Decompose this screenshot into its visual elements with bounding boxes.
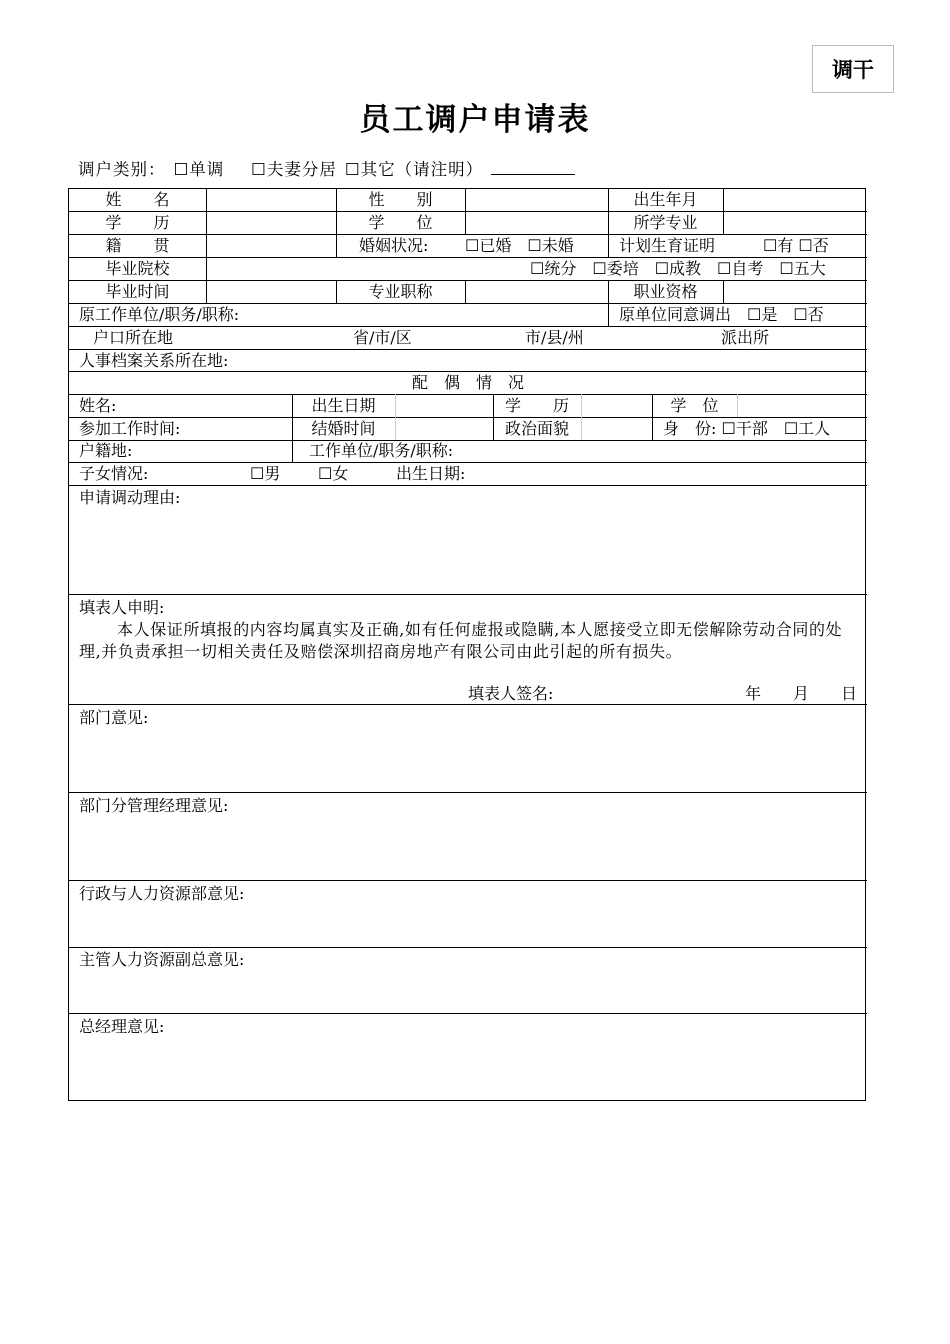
label-spouse-work-unit: 工作单位/职务/职称: bbox=[309, 441, 454, 460]
category-label: 调户类别： bbox=[78, 160, 166, 179]
col-divider bbox=[292, 440, 293, 462]
label-birth-date: 出生年月 bbox=[633, 190, 698, 209]
label-marital-status: 婚姻状况: bbox=[359, 236, 429, 255]
transfer-category bbox=[78, 156, 583, 180]
row-divider bbox=[69, 594, 867, 595]
label-spouse-degree: 学 位 bbox=[670, 396, 719, 415]
label-spouse-birth: 出生日期 bbox=[311, 396, 376, 415]
row-divider bbox=[69, 485, 867, 486]
label-personnel-archive: 人事档案关系所在地: bbox=[79, 351, 229, 370]
label-gender: 性 别 bbox=[368, 190, 433, 209]
spouse-identity-checkboxes[interactable]: 身 份: ☐干部 ☐工人 bbox=[663, 419, 831, 438]
row-divider bbox=[69, 462, 867, 463]
label-qualification: 职业资格 bbox=[633, 282, 698, 301]
col-divider bbox=[723, 189, 724, 234]
label-graduation-school: 毕业院校 bbox=[105, 259, 170, 278]
row-divider bbox=[69, 704, 867, 705]
label-dept-manager-opinion: 部门分管理经理意见: bbox=[79, 796, 229, 815]
col-divider bbox=[723, 280, 724, 303]
label-hr-vp-opinion: 主管人力资源副总意见: bbox=[79, 950, 245, 969]
col-divider bbox=[395, 394, 396, 440]
label-major: 所学专业 bbox=[633, 213, 698, 232]
label-family-planning: 计划生育证明 bbox=[619, 236, 716, 255]
category-couple-checkbox[interactable]: ☐夫妻分居 bbox=[251, 160, 337, 179]
label-original-unit: 原工作单位/职务/职称: bbox=[79, 305, 240, 324]
label-children: 子女情况: bbox=[79, 464, 149, 483]
label-hr-department-opinion: 行政与人力资源部意见: bbox=[79, 884, 245, 903]
label-professional-title: 专业职称 bbox=[368, 282, 433, 301]
page-title: 员工调户申请表 bbox=[359, 102, 591, 138]
row-divider bbox=[69, 349, 867, 350]
row-divider bbox=[69, 440, 867, 441]
col-divider bbox=[608, 303, 609, 326]
label-day: 日 bbox=[841, 684, 858, 703]
label-marriage-date: 结婚时间 bbox=[311, 419, 376, 438]
row-divider bbox=[69, 211, 867, 212]
col-divider bbox=[206, 234, 207, 257]
label-declaration: 填表人申明: bbox=[79, 598, 165, 617]
enrollment-type-checkboxes[interactable]: ☐统分 ☐委培 ☐成教 ☐自考 ☐五大 bbox=[530, 259, 826, 278]
label-spouse-education: 学 历 bbox=[504, 396, 569, 415]
row-divider bbox=[69, 1013, 867, 1014]
label-spouse-hukou: 户籍地: bbox=[79, 441, 133, 460]
label-graduation-time: 毕业时间 bbox=[105, 282, 170, 301]
label-spouse-name: 姓名: bbox=[79, 396, 117, 415]
row-divider bbox=[69, 280, 867, 281]
original-unit-consent[interactable]: 原单位同意调出 ☐是 ☐否 bbox=[619, 305, 824, 324]
application-form bbox=[68, 188, 866, 1101]
label-general-manager-opinion: 总经理意见: bbox=[79, 1017, 165, 1036]
label-hukou-location: 户口所在地 bbox=[93, 328, 174, 347]
form-code: 调干 bbox=[832, 58, 874, 82]
col-divider bbox=[465, 189, 466, 234]
label-police-station: 派出所 bbox=[721, 328, 770, 347]
child-male-checkbox[interactable]: ☐男 bbox=[250, 464, 281, 483]
label-native-place: 籍 贯 bbox=[105, 236, 170, 255]
label-political-status: 政治面貌 bbox=[504, 419, 569, 438]
label-name: 姓 名 bbox=[105, 190, 170, 209]
row-divider bbox=[69, 303, 867, 304]
label-year: 年 bbox=[745, 684, 762, 703]
row-divider bbox=[69, 394, 867, 395]
label-province: 省/市/区 bbox=[353, 328, 412, 347]
category-other-checkbox[interactable]: ☐其它（请注明） bbox=[344, 160, 484, 179]
category-other-blank[interactable] bbox=[491, 160, 575, 175]
label-transfer-reason: 申请调动理由: bbox=[79, 488, 181, 507]
row-divider bbox=[69, 326, 867, 327]
label-degree: 学 位 bbox=[368, 213, 433, 232]
row-divider bbox=[69, 880, 867, 881]
row-divider bbox=[69, 234, 867, 235]
col-divider bbox=[206, 280, 207, 303]
col-divider bbox=[206, 257, 207, 280]
spouse-section-heading: 配 偶 情 况 bbox=[411, 373, 524, 392]
category-single-checkbox[interactable]: ☐单调 bbox=[173, 160, 225, 179]
label-department-opinion: 部门意见: bbox=[79, 708, 149, 727]
label-education: 学 历 bbox=[105, 213, 170, 232]
label-applicant-signature: 填表人签名: bbox=[468, 684, 554, 703]
row-divider bbox=[69, 417, 867, 418]
label-month: 月 bbox=[793, 684, 810, 703]
label-child-birth: 出生日期: bbox=[396, 464, 466, 483]
form-code-box bbox=[812, 45, 894, 93]
child-female-checkbox[interactable]: ☐女 bbox=[318, 464, 349, 483]
col-divider bbox=[737, 394, 738, 417]
declaration-text: 本人保证所填报的内容均属真实及正确,如有任何虚报或隐瞒,本人愿接受立即无偿解除劳动合同的处理,并负责承担一切相关责任及赔偿深圳招商房地产有限公司由此引起的所有损失。 bbox=[79, 620, 843, 661]
col-divider bbox=[581, 394, 582, 440]
marital-status-checkboxes[interactable]: ☐已婚 ☐未婚 bbox=[465, 236, 574, 255]
row-divider bbox=[69, 257, 867, 258]
label-city: 市/县/州 bbox=[525, 328, 584, 347]
row-divider bbox=[69, 792, 867, 793]
row-divider bbox=[69, 947, 867, 948]
label-spouse-work-start: 参加工作时间: bbox=[79, 419, 181, 438]
row-divider bbox=[69, 371, 867, 372]
family-planning-checkboxes[interactable]: ☐有 ☐否 bbox=[763, 236, 829, 255]
col-divider bbox=[465, 280, 466, 303]
